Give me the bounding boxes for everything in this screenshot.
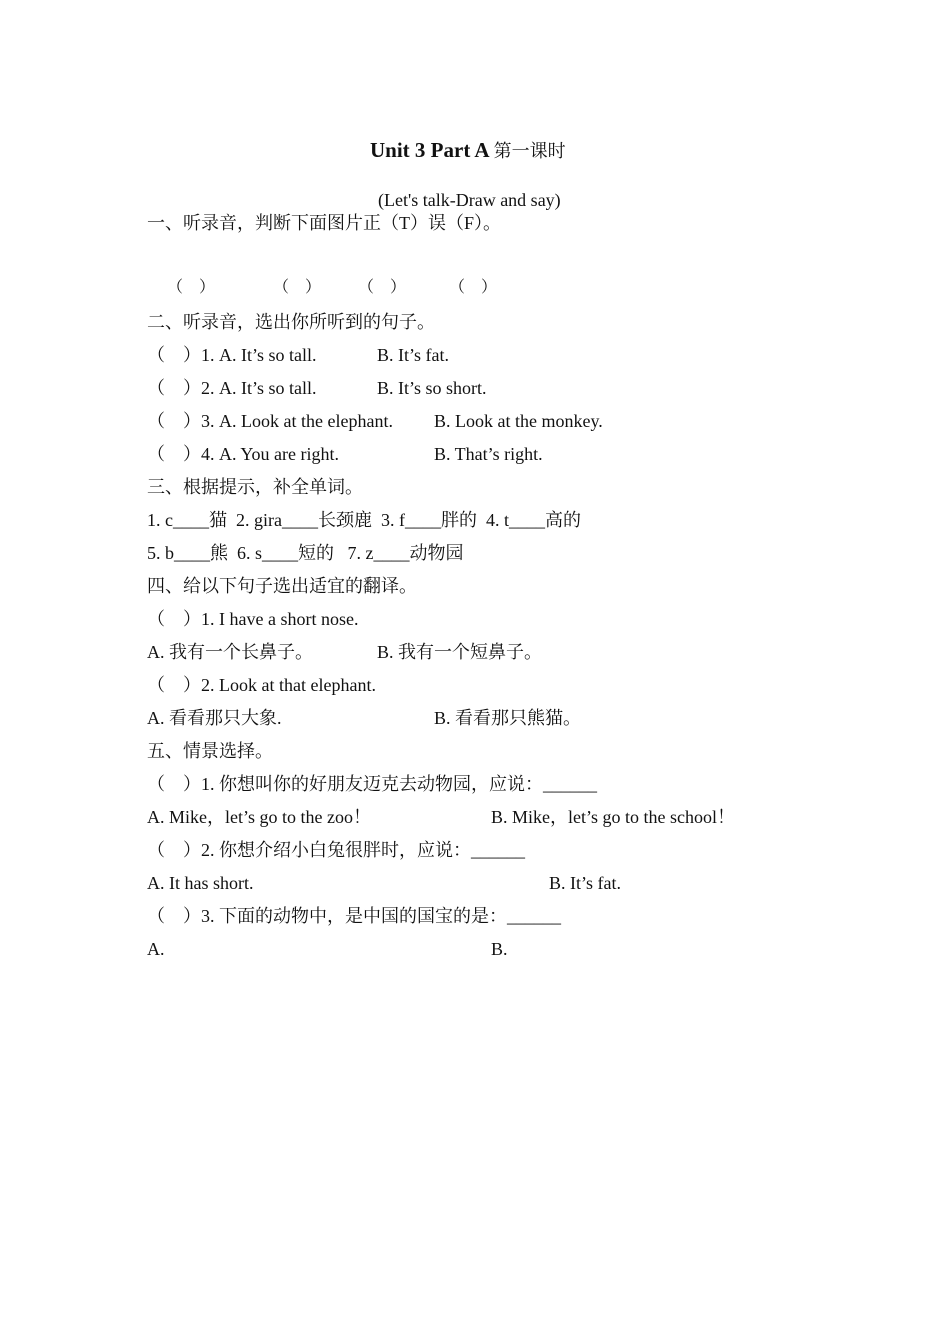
question-line: （ ）4. A. You are right.	[147, 444, 339, 464]
question-line: （ ）1. A. It’s so tall.	[147, 345, 317, 365]
question-line: （ ）3. 下面的动物中，是中国的国宝的是：______	[147, 906, 561, 926]
answer-bracket: （ ）	[167, 279, 216, 296]
section1-heading: 一、听录音，判断下面图片正（T）误（F）。	[147, 213, 502, 233]
option-b: B. Mike，let’s go to the school！	[491, 807, 735, 827]
section3-heading: 三、根据提示，补全单词。	[147, 477, 363, 497]
question-line: （ ）1. 你想叫你的好朋友迈克去动物园，应说：______	[147, 774, 597, 794]
question-line: （ ）2. A. It’s so tall.	[147, 378, 317, 398]
option-b: B. Look at the monkey.	[434, 411, 603, 431]
title-main: Unit 3 Part A	[370, 138, 489, 162]
page-subtitle: (Let's talk-Draw and say)	[378, 190, 561, 210]
option-a: A. It has short.	[147, 873, 254, 893]
page-title	[370, 139, 566, 162]
section5-heading: 五、情景选择。	[147, 741, 273, 761]
question-line: （ ）2. 你想介绍小白兔很胖时，应说：______	[147, 840, 525, 860]
option-a: A. 我有一个长鼻子。	[147, 642, 313, 662]
option-a: A. Mike，let’s go to the zoo！	[147, 807, 371, 827]
word-fill-line: 1. c____猫 2. gira____长颈鹿 3. f____胖的 4. t____高的	[147, 510, 581, 530]
option-b: B. It’s fat.	[377, 345, 449, 365]
option-a: A.	[147, 939, 165, 959]
question-line: （ ）1. I have a short nose.	[147, 609, 359, 629]
option-b: B. 看看那只熊猫。	[434, 708, 582, 728]
option-b: B. It’s so short.	[377, 378, 487, 398]
question-line: （ ）2. Look at that elephant.	[147, 675, 376, 695]
question-line: （ ）3. A. Look at the elephant.	[147, 411, 393, 431]
answer-bracket: （ ）	[358, 279, 407, 296]
option-b: B. That’s right.	[434, 444, 543, 464]
answer-bracket: （ ）	[449, 279, 498, 296]
title-sub: 第一课时	[493, 141, 566, 161]
section2-heading: 二、听录音，选出你所听到的句子。	[147, 312, 435, 332]
option-b: B. 我有一个短鼻子。	[377, 642, 543, 662]
option-b: B.	[491, 939, 508, 959]
option-b: B. It’s fat.	[549, 873, 621, 893]
section4-heading: 四、给以下句子选出适宜的翻译。	[147, 576, 417, 596]
option-a: A. 看看那只大象.	[147, 708, 282, 728]
answer-bracket: （ ）	[273, 279, 322, 296]
word-fill-line: 5. b____熊 6. s____短的 7. z____动物园	[147, 543, 464, 563]
